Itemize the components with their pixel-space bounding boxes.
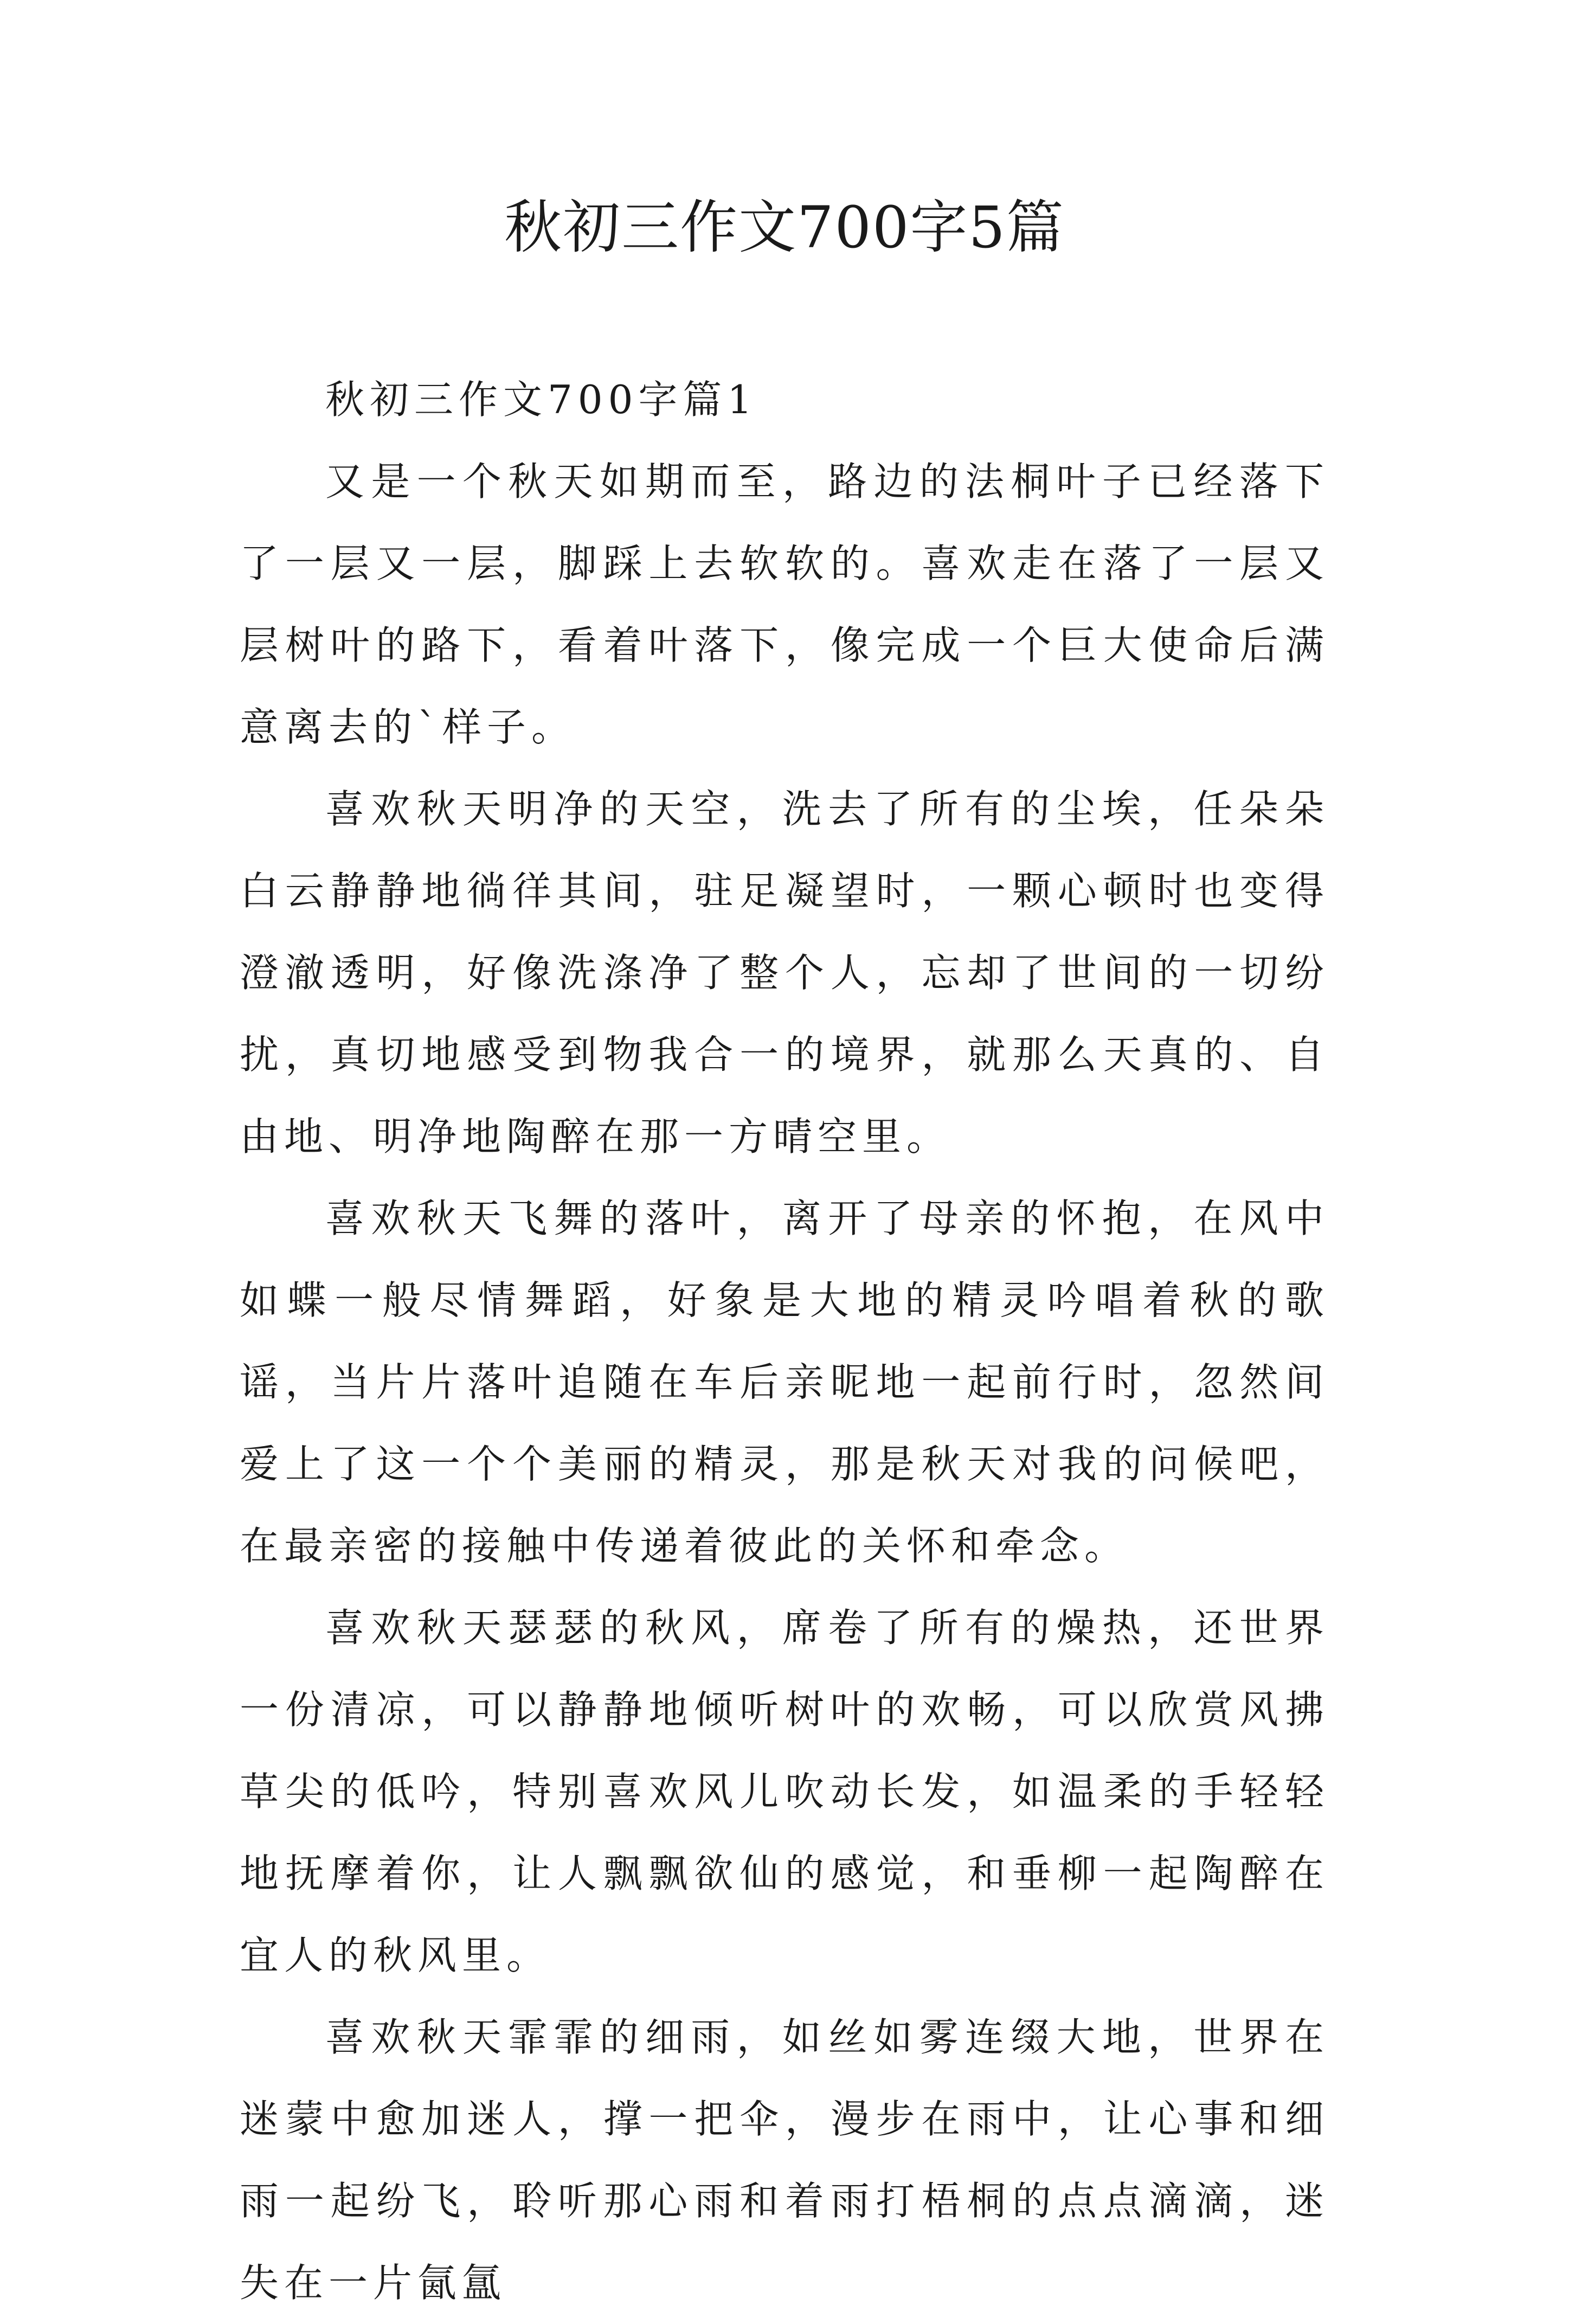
paragraph: 喜欢秋天明净的天空，洗去了所有的尘埃，任朵朵白云静静地徜徉其间，驻足凝望时，一颗心顿时也变得澄澈透明，好像洗涤净了整个人，忘却了世间的一切纷扰，真切地感受到物我合一的境界，就那么天真的、自由地、明净地陶醉在那一方晴空里。 (240, 786, 1329, 1159)
paragraph: 喜欢秋天飞舞的落叶，离开了母亲的怀抱，在风中如蝶一般尽情舞蹈，好象是大地的精灵吟唱着秋的歌谣，当片片落叶追随在车后亲昵地一起前行时，忽然间爱上了这一个个美丽的精灵，那是秋天对我的问候吧，在最亲密的接触中传递着彼此的关怀和牵念。 (240, 1196, 1329, 1569)
paragraph: 喜欢秋天霏霏的细雨，如丝如雾连缀大地，世界在迷蒙中愈加迷人，撑一把伞，漫步在雨中，让心事和细雨一起纷飞，聆听那心雨和着雨打梧桐的点点滴滴，迷失在一片氤氲 (240, 2014, 1329, 2306)
paragraph: 喜欢秋天瑟瑟的秋风，席卷了所有的燥热，还世界一份清凉，可以静静地倾听树叶的欢畅，可以欣赏风拂草尖的低吟，特别喜欢风儿吹动长发，如温柔的手轻轻地抚摩着你，让人飘飘欲仙的感觉，和垂柳一起陶醉在宜人的秋风里。 (240, 1605, 1329, 1978)
paragraph: 又是一个秋天如期而至，路边的法桐叶子已经落下了一层又一层，脚踩上去软软的。喜欢走在落了一层又层树叶的路下，看着叶落下，像完成一个巨大使命后满意离去的`样子。 (240, 459, 1329, 750)
document-body (240, 359, 1329, 2324)
document-title: 秋初三作文700字5篇 (504, 194, 1065, 261)
section-heading: 秋初三作文700字篇1 (325, 377, 758, 422)
